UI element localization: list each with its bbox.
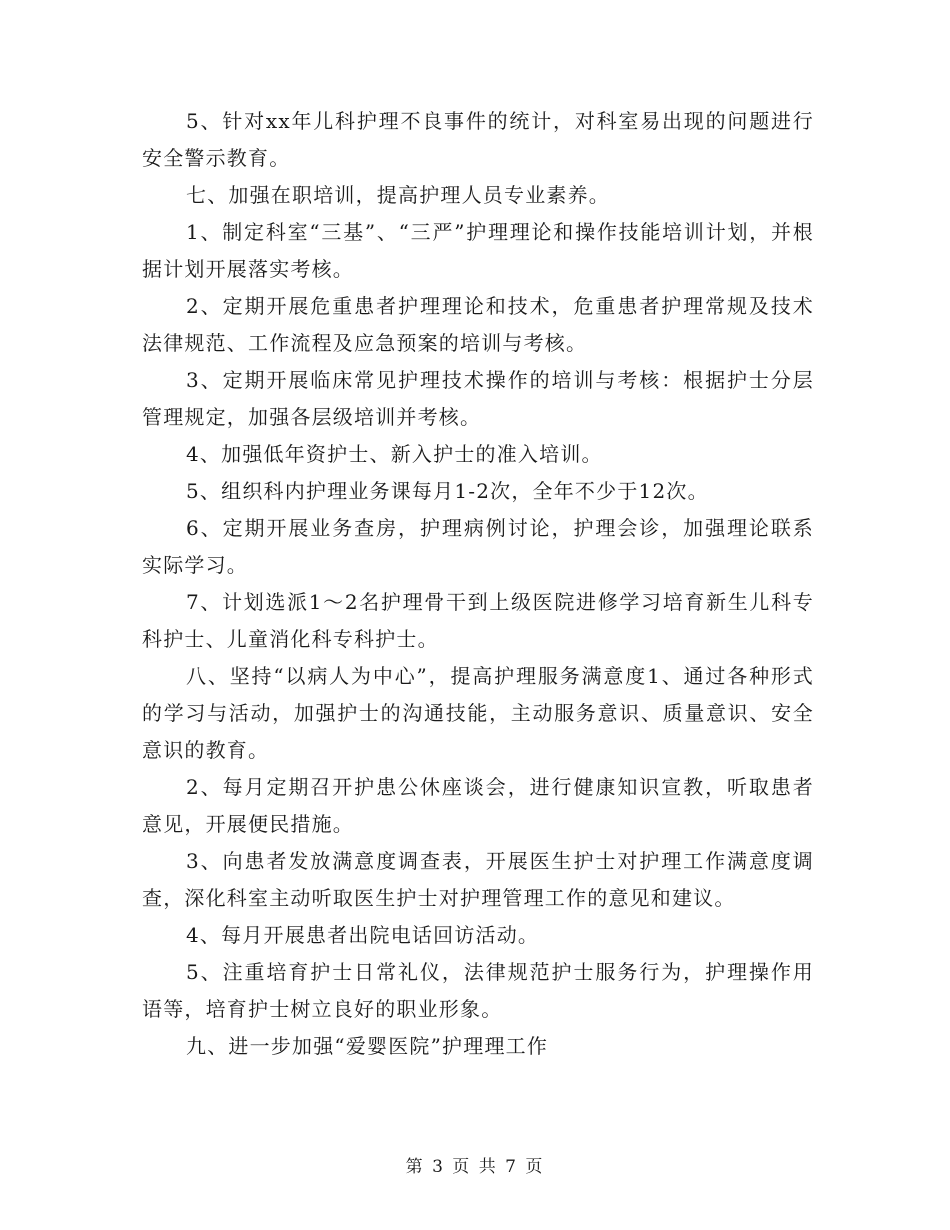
paragraph: 1、制定科室“三基”、“三严”护理理论和操作技能培训计划，并根据计划开展落实考核。 — [142, 220, 814, 281]
paragraph: 5、针对xx年儿科护理不良事件的统计，对科室易出现的问题进行安全警示教育。 — [142, 109, 814, 170]
paragraph: 3、向患者发放满意度调查表，开展医生护士对护理工作满意度调查，深化科室主动听取医生护士对护理管理工作的意见和建议。 — [142, 849, 814, 910]
paragraph: 2、每月定期召开护患公休座谈会，进行健康知识宣教，听取患者意见，开展便民措施。 — [142, 775, 814, 836]
paragraph: 4、每月开展患者出院电话回访活动。 — [186, 923, 540, 947]
section-heading: 九、进一步加强“爱婴医院”护理理工作 — [186, 1034, 549, 1058]
paragraph: 6、定期开展业务查房，护理病例讨论，护理会诊，加强理论联系实际学习。 — [142, 516, 814, 577]
paragraph: 3、定期开展临床常见护理技术操作的培训与考核：根据护士分层管理规定，加强各层级培训并考核。 — [142, 368, 814, 429]
paragraph: 4、加强低年资护士、新入护士的准入培训。 — [186, 442, 603, 466]
paragraph: 5、组织科内护理业务课每月1-2次，全年不少于12次。 — [186, 479, 709, 503]
paragraph: 2、定期开展危重患者护理理论和技术，危重患者护理常规及技术法律规范、工作流程及应急预案的培训与考核。 — [142, 294, 814, 355]
paragraph: 7、计划选派1～2名护理骨干到上级医院进修学习培育新生儿科专科护士、儿童消化科专科护士。 — [142, 590, 814, 651]
page-number-footer: 第 3 页 共 7 页 — [405, 1157, 545, 1177]
section-heading: 八、坚持“以病人为中心”，提高护理服务满意度1、通过各种形式的学习与活动，加强护士的沟通技能，主动服务意识、质量意识、安全意识的教育。 — [142, 664, 814, 762]
paragraph: 5、注重培育护士日常礼仪，法律规范护士服务行为，护理操作用语等，培育护士树立良好的职业形象。 — [142, 960, 814, 1021]
document-body — [142, 103, 814, 1065]
section-heading: 七、加强在职培训，提高护理人员专业素养。 — [186, 183, 610, 207]
